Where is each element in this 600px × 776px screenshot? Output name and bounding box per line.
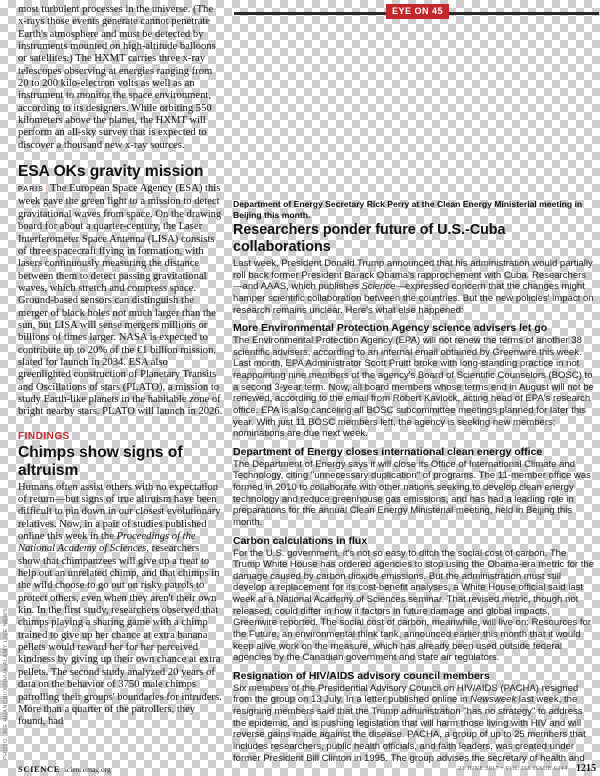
doe-headline: Department of Energy closes international clean energy office xyxy=(233,445,543,458)
cuba-body-end: —expressed concern that the changes might hamper scientific collaboration between the countries. But the new policies' impact on research remains unclear. Here's what else happened: xyxy=(233,281,594,316)
chimps-headline: Chimps show signs of altruism xyxy=(18,443,183,479)
chimps-body-end: , researchers show that chimpanzees will give up a treat to help out an unrelated chimp, and that chimps in the wild choose to go out on risky patrols to protect others, even when they aren't their own kin. In the first study, researchers observed that chimps playing a sharing game with a chimp trained to give up her chance at extra banana pellets would reward her for her perceived kindness by giving up their own chance at extra pellets. The second study analyzed 20 years of data on the behavior of 3750 male chimps patrolling their groups' boundaries for intruders. More than a quarter of the patrollers, they found, had xyxy=(18,543,222,728)
site-link[interactable]: sciencemag.org xyxy=(64,764,111,774)
esa-dateline: PARIS xyxy=(18,186,44,194)
science-logo: SCIENCE xyxy=(18,764,60,774)
esa-body: The European Space Agency (ESA) this week gave the green light to a mission to detect gravitational waves from space. On the drawing board for about a quarter-century, the Laser Interferometer Space Antenna (LISA) consists of three spacecraft flying in formation, with lasers continuously measuring the distance between them to detect passing gravitational waves, which stretch and compress space. Ground-based sensors can distinguish the merger of black holes not much larger than the sun, but LISA will sense mergers millions or billions of times larger. NASA is expected to contribute up to 20% of the €1 billion mission, slated for launch in 2034. ESA also greenlighted construction of Planetary Transits and Oscillations of stars (PLATO), a mission to study Earth-like planets in the habitable zone of bright nearby stars. PLATO will launch in 2026. xyxy=(18,183,223,418)
chimps-body-start: Humans often assist others with no expectation of return—but signs of true altruism have been difficult to pin down in our closest evolutionary relatives. Now, in a pair of studies published online this week in the xyxy=(18,481,221,543)
photo-area xyxy=(233,0,600,192)
hiv-body-start: Six members of the Presidential Advisory Council on HIV/AIDS (PACHA) resigned from the group on 13 July. In a letter published online in xyxy=(233,682,579,706)
carbon-body: For the U.S. government, it's not so easy to ditch the social cost of carbon. The Trump White House has ordered agencies to stop using the Obama-era metric for the damage caused by carbon dioxide emissions. But the administration must still develop a replacement for its cost-benefit analyses, a White House official said last week at a National Academy of Sciences seminar. That revised metric, though not released, could differ in how it factors in future damage and global impacts, Greenwire reported. The social cost of carbon, meanwhile, will live on: Resources for the Future, an environmental think tank, announced earlier this month that it would keep alive work on the measure, which has already been used outside federal agencies by the Canadian government and state air regulators. xyxy=(233,547,595,664)
photo-credit-text: PHOTO: XIE HUANCHI/XINHUA/ALAMY LIVE NEWS xyxy=(3,607,9,760)
cuba-paragraph xyxy=(233,258,595,316)
cuba-body-start: Last week, President Donald Trump announced that his administration would partially roll back former President Barack Obama's rapprochement with Cuba. Researchers—and AAAS, which publishes xyxy=(233,258,593,293)
epa-body: The Environmental Protection Agency (EPA) will not renew the terms of another 38 scientific advisers, according to an internal email obtained by Greenwire this week. Last month, EPA Administrator Scott Pruitt broke with long-standing practice in not reappointing nine members of the agency's Board of Scientific Counselors (BOSC) to a second 3-year term. Now, all board members whose terms end in August will not be renewed, according to the email from Robert Kavlock, acting head of EPA's research office. EPA is also canceling all BOSC subcommittee meetings planned for later this year. With just 11 BOSC members left, the agency is seeking new members; nominations are due next week. xyxy=(233,335,594,440)
page-number: 1215 xyxy=(576,763,596,774)
esa-paragraph xyxy=(18,183,223,419)
newsweek-word: Newsweek xyxy=(470,694,517,706)
page-footer xyxy=(18,764,596,776)
photo-caption: Department of Energy Secretary Rick Perry at the Clean Energy Ministerial meeting in Beijing this month. xyxy=(233,199,583,220)
photo-credit xyxy=(3,560,13,760)
findings-kicker: FINDINGS xyxy=(18,430,70,442)
hiv-paragraph xyxy=(233,683,595,764)
hiv-body-end: last week, the resigning members said that the Trump administration "has no strategy" to address the epidemic, and is pushing legislation that will harm those living with HIV and will reverse gains made against the disease. PACHA, a group of up to 25 members that includes researchers, public health officials, and faith leaders, was created under former President Bill Clinton in 1995. The group advises the secretary of health and xyxy=(233,694,586,764)
right-column xyxy=(233,222,595,764)
science-word: Science xyxy=(361,281,396,293)
cuba-headline: Researchers ponder future of U.S.-Cuba collaborations xyxy=(233,222,506,255)
esa-headline: ESA OKs gravity mission xyxy=(18,163,204,181)
left-column xyxy=(18,4,223,764)
hiv-headline: Resignation of HIV/AIDS advisory council members xyxy=(233,669,490,682)
dateline-divider: | xyxy=(45,183,48,195)
carbon-headline: Carbon calculations in flux xyxy=(233,534,368,547)
chimps-paragraph xyxy=(18,482,223,729)
doe-body: The Department of Energy says it will close its Office of International Climate and Technology, citing "unnecessary duplication" of programs. The 11-member office was formed in 2010 to collaborate with other nations seeking to develop clean energy technology and reduce greenhouse gas emissions, and has had a leading role in preparations for the annual Clean Energy Ministerial meeting, held in Beijing this month. xyxy=(233,458,591,528)
issue-info: 23 JUNE 2017 • VOL 356 ISSUE 6344 xyxy=(458,765,568,772)
epa-headline: More Environmental Protection Agency science advisers let go xyxy=(233,322,548,335)
eye-on-badge: EYE ON 45 xyxy=(386,4,449,19)
intro-paragraph: most turbulent processes in the universe. (The x-rays those events generate cannot penetrate Earth's atmosphere and must be detected by instruments mounted on high-altitude balloons or satellites.) The HXMT carries three x-ray telescopes observing at energies ranging from 20 to 200 kilo-electron volts as well as an instrument to monitor the space environment, according to its designers. While orbiting 550 kilometers above the planet, the HXMT will perform an all-sky survey that is expected to discover a thousand new x-ray sources. xyxy=(18,4,216,151)
journal-name: Proceedings of the National Academy of Sciences xyxy=(18,531,196,555)
